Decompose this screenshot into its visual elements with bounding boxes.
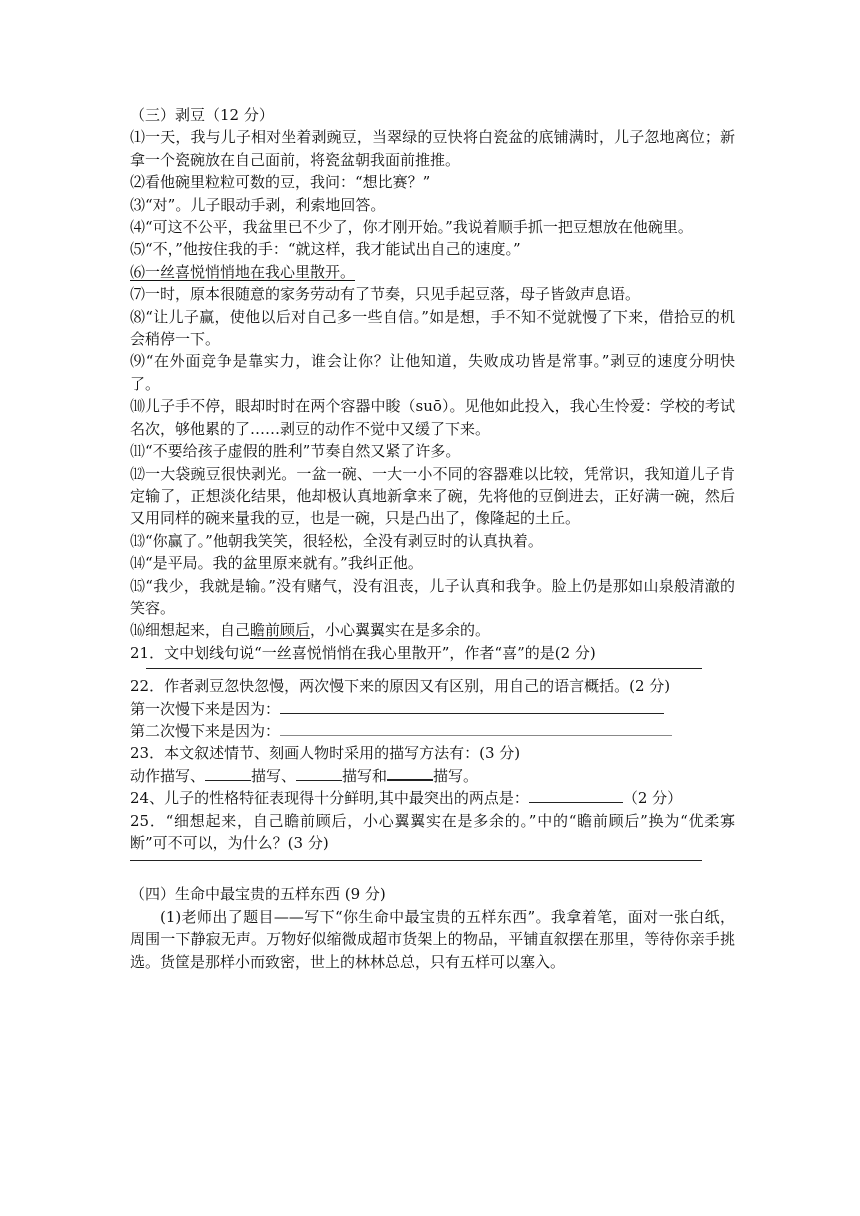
question-23: 23．本文叙述情节、刻画人物时采用的描写方法有：(3 分) [130, 744, 521, 763]
document-page [130, 104, 735, 973]
paragraph-4: ⑷“可这不公平，我盆里已不少了，你才刚开始。”我说着顺手抓一把豆想放在他碗里。 [130, 218, 693, 237]
paragraph-8: ⑻“让儿子赢，使他以后对自己多一些自信。”如是想，手不知不觉就慢了下来，借拾豆的机会稍停一下。 [130, 307, 735, 349]
paragraph-7: ⑺一时，原本很随意的家务劳动有了节奏，只见手起豆落，母子皆敛声息语。 [130, 285, 641, 304]
answer-blank-23a[interactable] [205, 766, 251, 781]
question-23-part-a: 动作描写、 [130, 766, 206, 785]
paragraph-6 [130, 261, 735, 283]
paragraph-10: ⑽儿子手不停，眼却时时在两个容器中睃（suō）。见他如此投入，我心生怜爱：学校的考试名次，够他累的了……剥豆的动作不觉中又缓了下来。 [130, 397, 735, 438]
paragraph-16 [130, 619, 735, 641]
question-22: 22．作者剥豆忽快忽慢，两次慢下来的原因又有区别，用自己的语言概括。(2 分) [130, 677, 671, 696]
section4-title: （四）生命中最宝贵的五样东西 (9 分) [130, 885, 386, 904]
paragraph-12: ⑿一大袋豌豆很快剥光。一盆一碗、一大一小不同的容器难以比较，凭常识，我知道儿子肯定输了，正想淡化结果，他却极认真地新拿来了碗，先将他的豆倒进去，正好满一碗，然后又用同样的碗来量我的豆，也是一碗，只是凸出了，像隆起的土丘。 [130, 464, 735, 528]
answer-blank-23c[interactable] [387, 765, 433, 781]
paragraph-15: ⒂“我少，我就是输。”没有赌气，没有沮丧，儿子认真和我争。脸上仍是那如山泉般清澈的笑容。 [130, 576, 735, 617]
question-23-blanks [130, 765, 735, 787]
question-21: 21．文中划线句说“一丝喜悦悄悄在我心里散开”，作者“喜”的是(2 分) [130, 643, 596, 662]
paragraph-3: ⑶“对”。儿子眼动手剥，利索地回答。 [130, 195, 386, 214]
section4-paragraph-1: (1)老师出了题目——写下“你生命中最宝贵的五样东西”。我拿着笔，面对一张白纸，周围一下静寂无声。万物好似缩微成超市货架上的物品，平铺直叙摆在那里，等待你亲手挑选。货筐是那样小而致密，世上的林林总总，只有五样可以塞入。 [130, 907, 735, 971]
paragraph-9: ⑼“在外面竞争是靠实力，谁会让你？让他知道，失败成功皆是常事。”剥豆的速度分明快了。 [130, 352, 735, 393]
paragraph-2: ⑵看他碗里粒粒可数的豆，我问：“想比赛？” [130, 173, 431, 192]
section3-title: （三）剥豆（12 分） [130, 106, 274, 124]
question-24 [130, 787, 735, 809]
question-22-second [130, 720, 735, 742]
underlined-phrase: 瞻前顾后 [250, 621, 311, 640]
answer-blank-24[interactable] [529, 788, 623, 803]
section-gap [130, 861, 735, 883]
question-24-score: （2 分） [622, 789, 683, 808]
paragraph-11: ⑾“不要给孩子虚假的胜利”节奏自然又紧了许多。 [130, 442, 461, 461]
paragraph-16-end: ，小心翼翼实在是多余的。 [310, 621, 491, 640]
question-23-part-d: 描写。 [433, 766, 479, 785]
question-23-part-b: 描写、 [251, 766, 297, 785]
question-25: 25．“细想起来，自己瞻前顾后，小心翼翼实在是多余的。”中的“瞻前顾后”换为“优柔寡断”可不可以，为什么？(3 分) [130, 811, 735, 852]
paragraph-1: ⑴一天，我与儿子相对坐着剥豌豆，当翠绿的豆快将白瓷盆的底铺满时，儿子忽地离位；新拿一个瓷碗放在自己面前，将瓷盆朝我面前推推。 [130, 128, 735, 169]
paragraph-13: ⒀“你赢了。”他朝我笑笑，很轻松，全没有剥豆时的认真执着。 [130, 531, 543, 550]
paragraph-14: ⒁“是平局。我的盆里原来就有。”我纠正他。 [130, 554, 423, 573]
question-24-text: 24、儿子的性格特征表现得十分鲜明,其中最突出的两点是： [130, 789, 529, 808]
underlined-sentence: ⑹一丝喜悦悄悄地在我心里散开。 [130, 262, 356, 281]
question-22-second-label: 第二次慢下来是因为： [130, 721, 281, 740]
paragraph-5: ⑸“不，”他按住我的手：“就这样，我才能试出自己的速度。” [130, 240, 521, 259]
question-22-first [130, 698, 735, 720]
answer-line-21[interactable] [146, 668, 702, 669]
answer-blank-22a[interactable] [280, 699, 664, 714]
question-22-first-label: 第一次慢下来是因为： [130, 699, 281, 718]
paragraph-16-start: ⒃细想起来，自己 [130, 621, 251, 640]
answer-blank-23b[interactable] [296, 766, 342, 781]
answer-blank-22b[interactable] [280, 721, 672, 736]
question-23-part-c: 描写和 [342, 766, 388, 785]
